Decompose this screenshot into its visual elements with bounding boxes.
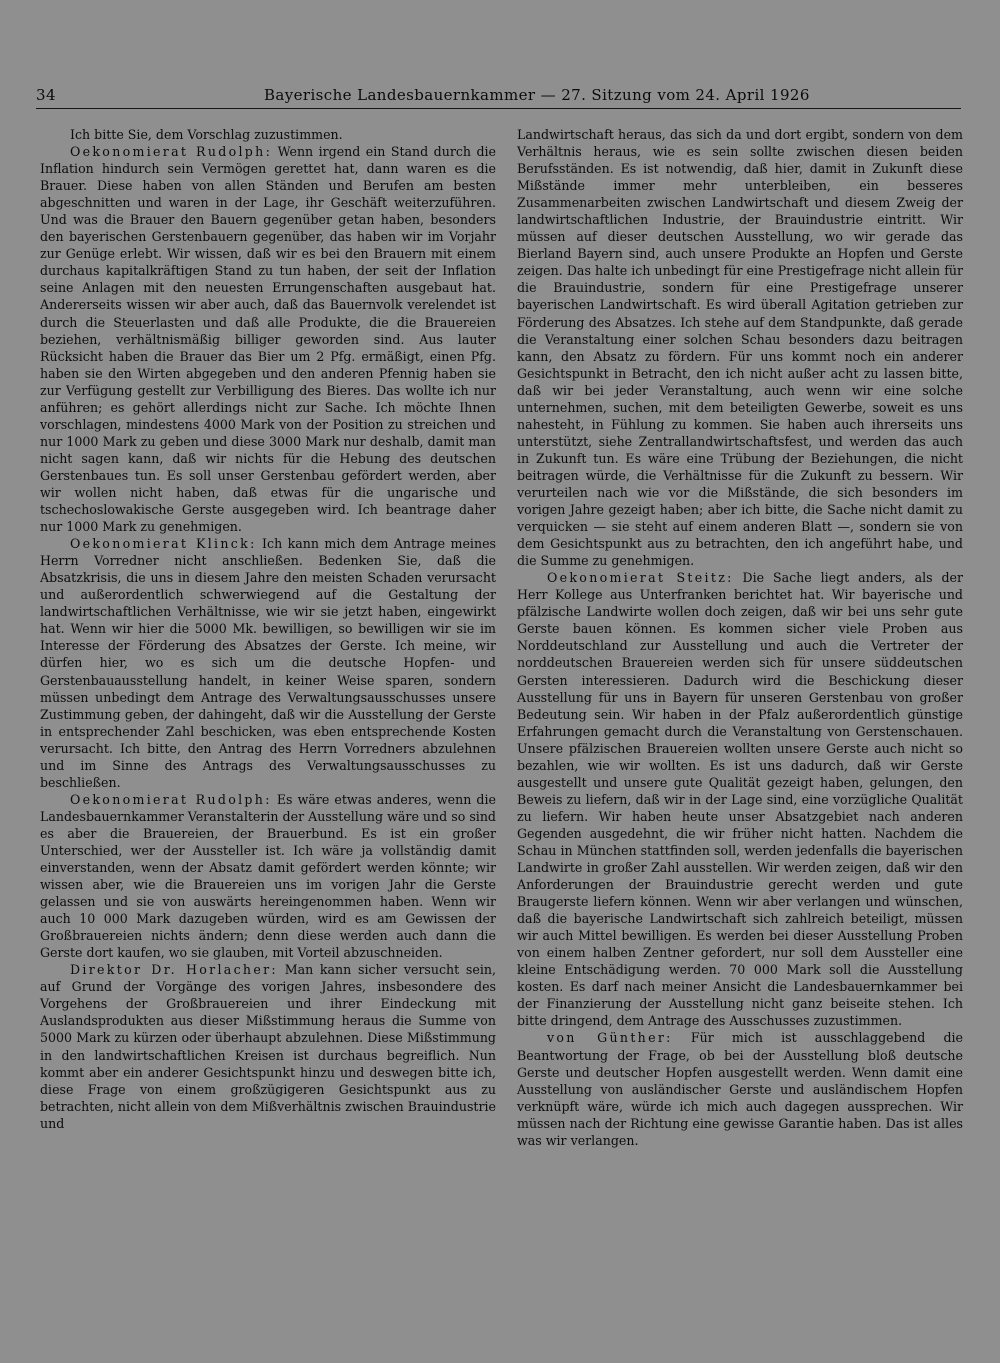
paragraph: [517, 126, 963, 569]
paragraph: [40, 143, 496, 535]
header-rule: [36, 108, 961, 109]
paragraph: [517, 569, 963, 1029]
speaker-name: Oekonomierat Rudolph:: [70, 144, 273, 160]
paragraph-text: Für mich ist ausschlaggebend die Beantwortung der Frage, ob bei der Ausstellung bloß deutsche Gerste und deutscher Hopfen ausgestellt werden. Wenn damit eine Ausstellung von ausländischer Gerste und ausländischem Hopfen verknüpft wäre, würde ich mich auch dagegen aussprechen. Wir müssen nach der Richtung eine gewisse Garantie haben. Das ist alles was wir verlangen.: [517, 1030, 963, 1148]
paragraph: [40, 535, 496, 791]
speaker-name: Oekonomierat Rudolph:: [70, 791, 272, 807]
page-number: 34: [36, 86, 56, 104]
paragraph-text: Wenn irgend ein Stand durch die Inflation hindurch sein Vermögen gerettet hat, dann waren es die Brauer. Diese haben von allen Ständen und Berufen am besten abgeschnitten und waren in der Lage, ihr Geschäft weiterzuführen. Und was die Brauer den Bauern gegenüber getan haben, besonders den bayerischen Gerstenbauern gegenüber, das haben wir im Vorjahr zur Genüge erlebt. Wir wissen, daß wir es bei den Brauern mit einem durchaus kapitalkräftigen Stand zu tun haben, der seit der Inflation seine Anlagen mit den neuesten Errungenschaften ausgebaut hat. Andererseits wissen wir aber auch, daß das Bauernvolk verelendet ist durch die Steuerlasten und daß alle Produkte, die die Brauereien beziehen, verhältnismäßig billiger geworden sind. Aus lauter Rücksicht haben die Brauer das Bier um 2 Pfg. ermäßigt, einen Pfg. haben sie den Wirten abgegeben und den anderen Pfennig haben sie zur Verfügung gestellt zur Verbilligung des Bieres. Das wollte ich nur anführen; es gehört allerdings nicht zur Sache. Ich möchte Ihnen vorschlagen, mindestens 4000 Mark von der Position zu streichen und nur 1000 Mark zu geben und diese 3000 Mark nur deshalb, damit man nicht sagen kann, daß wir nichts für die Hebung des deutschen Gerstenbaues tun. Es soll unser Gerstenbau gefördert werden, aber wir wollen nicht haben, daß etwas für die ungarische und tschechoslowakische Gerste ausgegeben wird. Ich beantrage daher nur 1000 Mark zu genehmigen.: [40, 144, 496, 535]
paragraph-text: Landwirtschaft heraus, das sich da und dort ergibt, sondern von dem Verhältnis heraus, wie es sein sollte zwischen diesen beiden Berufsständen. Es ist notwendig, daß hier, damit in Zukunft diese Mißstände immer mehr unterbleiben, ein besseres Zusammenarbeiten zwischen Landwirtschaft und diesem Zweig der landwirtschaftlichen Industrie, der Brauindustrie eintritt. Wir müssen auf dieser deutschen Ausstellung, wo wir gerade das Bierland Bayern sind, auch unsere Produkte an Hopfen und Gerste zeigen. Das halte ich unbedingt für eine Prestigefrage nicht allein für die Brauindustrie, sondern für eine Prestigefrage unserer bayerischen Landwirtschaft. Es wird überall Agitation getrieben zur Förderung des Absatzes. Ich stehe auf dem Standpunkte, daß gerade die Veranstaltung einer solchen Schau besonders dazu beitragen kann, den Absatz zu fördern. Für uns kommt noch ein anderer Gesichtspunkt in Betracht, den ich nicht außer acht zu lassen bitte, daß wir bei jeder Veranstaltung, auch wenn wir eine solche unternehmen, suchen, mit dem beteiligten Gewerbe, soweit es uns nahesteht, in Fühlung zu kommen. Sie haben auch ihrerseits uns unterstützt, siehe Zentrallandwirtschaftsfest, und werden das auch in Zukunft tun. Es wäre eine Trübung der Beziehungen, die nicht beitragen würde, die Verhältnisse für die Zukunft zu bessern. Wir verurteilen nach wie vor die Mißstände, die sich besonders im vorigen Jahre gezeigt haben; aber ich bitte, die Sache nicht damit zu verquicken — sie steht auf einem anderen Blatt —, sondern sie von dem Gesichtspunkt aus zu betrachten, den ich angeführt habe, und die Summe zu genehmigen.: [517, 127, 963, 569]
right-column: [517, 126, 963, 1149]
speaker-name: Direktor Dr. Horlacher:: [70, 962, 278, 978]
paragraph: [517, 1029, 963, 1148]
paragraph-text: Man kann sicher versucht sein, auf Grund der Vorgänge des vorigen Jahres, insbesondere des Vorgehens der Großbrauereien und ihrer Eindeckung mit Auslandsprodukten aus dieser Mißstimmung heraus die Summe von 5000 Mark zu kürzen oder überhaupt abzulehnen. Diese Mißstimmung in den landwirtschaftlichen Kreisen ist durchaus begreiflich. Nun kommt aber ein anderer Gesichtspunkt hinzu und deswegen bitte ich, diese Frage von einem großzügigeren Gesichtspunkt aus zu betrachten, nicht allein von dem Mißverhältnis zwischen Brauindustrie und: [40, 962, 496, 1131]
running-title: Bayerische Landesbauernkammer — 27. Sitzung vom 24. April 1926: [264, 86, 810, 104]
paragraph-text: Die Sache liegt anders, als der Herr Kollege aus Unterfranken berichtet hat. Wir bayerische und pfälzische Landwirte wollen doch zeigen, daß wir bei uns sehr gute Gerste bauen können. Es kommen sicher viele Proben aus Norddeutschland zur Ausstellung und auch die Vertreter der norddeutschen Brauereien werden sich für unsere süddeutschen Gersten interessieren. Dadurch wird die Beschickung dieser Ausstellung für uns in Bayern für unseren Gerstenbau von großer Bedeutung sein. Wir haben in der Pfalz außerordentlich günstige Erfahrungen gemacht durch die Veranstaltung von Gerstenschauen. Unsere pfälzischen Brauereien wollten unsere Gerste auch nicht so bezahlen, wie wir wollten. Es ist uns dadurch, daß wir Gerste ausgestellt und unsere gute Qualität gezeigt haben, gelungen, den Beweis zu liefern, daß wir in der Lage sind, eine vorzügliche Qualität zu liefern. Wir haben heute unser Absatzgebiet nach anderen Gegenden ausgedehnt, die wir früher nicht hatten. Nachdem die Schau in München stattfinden soll, werden jedenfalls die bayerischen Landwirte in großer Zahl ausstellen. Wir werden zeigen, daß wir den Anforderungen der Brauindustrie gerecht werden und gute Braugerste liefern können. Wenn wir aber verlangen und wünschen, daß die bayerische Landwirtschaft sich zahlreich beteiligt, müssen wir auch Mittel bewilligen. Es werden bei dieser Ausstellung Proben von einem halben Zentner gefordert, nur soll dem Aussteller eine kleine Entschädigung werden. 70 000 Mark soll die Ausstellung kosten. Es darf nach meiner Ansicht die Landesbauernkammer bei der Finanzierung der Ausstellung nicht ganz beiseite stehen. Ich bitte dringend, dem Antrage des Ausschusses zuzustimmen.: [517, 570, 963, 1029]
paragraph-text: Ich kann mich dem Antrage meines Herrn Vorredner nicht anschließen. Bedenken Sie, daß die Absatzkrisis, die uns in diesem Jahre den meisten Schaden verursacht und außerordentlich schwerwiegend auf die Gestaltung der landwirtschaftlichen Verhältnisse, wie wir sie jetzt haben, eingewirkt hat. Wenn wir hier die 5000 Mk. bewilligen, so bewilligen wir sie im Interesse der Förderung des Absatzes der Gerste. Ich meine, wir dürfen hier, wo es sich um die deutsche Hopfen- und Gerstenbauausstellung handelt, in keiner Weise sparen, sondern müssen unbedingt dem Antrage des Verwaltungsausschusses unsere Zustimmung geben, der dahingeht, daß wir die Ausstellung der Gerste in entsprechender Zahl beschicken, was eben entsprechende Kosten verursacht. Ich bitte, den Antrag des Herrn Vorredners abzulehnen und im Sinne des Antrags des Verwaltungsausschusses zu beschließen.: [40, 536, 496, 790]
paragraph-text: Ich bitte Sie, dem Vorschlag zuzustimmen.: [70, 127, 343, 142]
page-header: [36, 84, 960, 110]
paragraph: [40, 126, 496, 143]
speaker-name: Oekonomierat Klinck:: [70, 536, 257, 552]
speaker-name: von Günther:: [547, 1030, 673, 1046]
paragraph-text: Es wäre etwas anderes, wenn die Landesbauernkammer Veranstalterin der Ausstellung wäre und so sind es aber die Brauereien, der Brauerbund. Es ist ein großer Unterschied, wer der Aussteller ist. Ich wäre ja vollständig damit einverstanden, wenn der Absatz damit gefördert werden könnte; wir wissen aber, wie die Brauereien uns im vorigen Jahr die Gerste gelassen und sie von auswärts hereingenommen haben. Wenn wir auch 10 000 Mark dazugeben würden, wird es am Gewissen der Großbrauereien nichts ändern; denn diese werden auch dann die Gerste dort kaufen, wo sie glauben, mit Vorteil abzuschneiden.: [40, 791, 496, 961]
paragraph: [40, 791, 496, 961]
left-column: [40, 126, 496, 1132]
speaker-name: Oekonomierat Steitz:: [547, 570, 734, 586]
paragraph: [40, 961, 496, 1131]
